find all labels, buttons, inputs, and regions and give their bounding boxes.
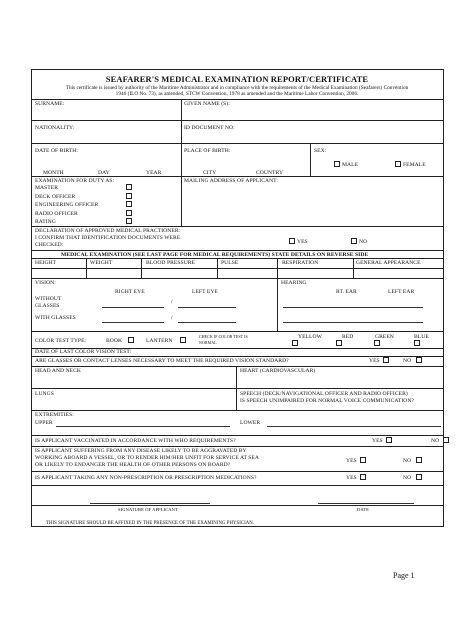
book-checkbox[interactable] [128, 337, 134, 343]
documents-checked-no-label: NO [359, 239, 368, 245]
rule [86, 258, 87, 278]
rule [31, 471, 444, 472]
rule [31, 410, 444, 411]
lungs-label: LUNGS [35, 391, 54, 397]
declaration-heading: DECLARATION OF APPROVED MEDICAL PRACTIONER: [35, 228, 181, 234]
rule [31, 388, 444, 389]
general-appearance-label: GENERAL APPEARANCE [356, 260, 421, 266]
vaccinated-yes-label: YES [372, 438, 383, 444]
yellow-checkbox[interactable] [292, 340, 298, 346]
pulse-label: PULSE [221, 260, 239, 266]
rule [31, 226, 444, 227]
rule [31, 143, 444, 144]
duty-option-deck-officer: DECK OFFICER [35, 194, 76, 200]
signature-date-field[interactable] [318, 503, 414, 504]
rule [31, 366, 444, 367]
rule [310, 143, 311, 176]
lower-label: LOWER [240, 420, 261, 426]
signature-field[interactable] [90, 503, 210, 504]
last-color-test-label: DATE OF LAST COLOR VISION TEST: [35, 349, 132, 355]
rule [31, 268, 444, 269]
rule [31, 258, 444, 259]
mailing-address-label: MAILING ADDRESS OF APPLICANT: [184, 178, 278, 184]
rule [31, 278, 444, 279]
vision-label: VISION: [35, 280, 56, 286]
color-red-label: RED [342, 334, 354, 340]
left-eye-without-field[interactable] [178, 307, 236, 308]
disease-question-line-2: WORKING ABOARD A VESSEL, OR TO RENDER HIM/HER UNFIT FOR SERVICE AT SEA [35, 455, 259, 461]
medications-yes-checkbox[interactable] [360, 474, 366, 480]
declaration-line-2: CHECKED: [35, 242, 64, 248]
right-eye-without-field[interactable] [102, 307, 164, 308]
blue-checkbox[interactable] [414, 340, 420, 346]
lantern-label: LANTERN [146, 338, 173, 344]
disease-yes-label: YES [346, 458, 357, 464]
signature-label: SIGNATURE OF APPLICANT [118, 507, 178, 512]
given-names-label: GIVEN NAME (S): [184, 101, 230, 107]
color-yellow-label: YELLOW [298, 334, 322, 340]
deck-officer-checkbox[interactable] [126, 193, 132, 199]
medications-no-label: NO [403, 475, 412, 481]
rule [31, 176, 444, 177]
respiration-label: RESPIRATION [282, 260, 319, 266]
documents-checked-yes-checkbox[interactable] [289, 238, 295, 244]
rule [353, 258, 354, 278]
female-checkbox[interactable] [395, 161, 401, 167]
country-label: COUNTRY [256, 170, 284, 176]
rule [31, 331, 444, 332]
extremities-label: EXTREMITIES: [35, 412, 74, 418]
upper-extremities-field[interactable] [56, 426, 230, 427]
master-checkbox[interactable] [126, 184, 132, 190]
medical-exam-heading: MEDICAL EXAMINATION (SEE LAST PAGE FOR MEDICAL REQUIREMENTS) STATE DETAILS ON REVERSE SIDE [61, 252, 369, 258]
rule [31, 435, 444, 436]
rule [277, 278, 278, 331]
year-label: YEAR [146, 170, 162, 176]
without-label: WITHOUT [35, 296, 62, 302]
documents-checked-yes-label: YES [297, 239, 308, 245]
date-of-birth-label: DATE OF BIRTH: [35, 148, 78, 154]
male-label: MALE [342, 162, 359, 168]
right-eye-with-field[interactable] [102, 322, 164, 323]
color-blue-label: BLUE [414, 334, 429, 340]
lower-extremities-field[interactable] [267, 426, 441, 427]
color-green-label: GREEN [375, 334, 394, 340]
duty-option-radio-officer: RADIO OFFICER [35, 211, 78, 217]
medications-no-checkbox[interactable] [416, 474, 422, 480]
speech-label: SPEECH (DECK/NAVIGATIONAL OFFICER AND RADIO OFFICER) [240, 391, 408, 397]
rule [31, 120, 444, 121]
intro-line-2: 1946 (ILO No. 73), as amended, STCW Convention, 1978 as amended and the Maritime Labor Convention, 2006. [115, 91, 359, 97]
slash-separator: / [171, 299, 173, 305]
heart-label: HEART (CARDIOVASCULAR) [240, 368, 316, 374]
right-eye-label: RIGHT EYE [115, 289, 145, 295]
green-checkbox[interactable] [374, 340, 380, 346]
hearing-field-1[interactable] [283, 307, 423, 308]
surname-label: SURNAME: [35, 101, 65, 107]
form-title: SEAFARER'S MEDICAL EXAMINATION REPORT/CERTIFICATE [105, 74, 369, 84]
glasses-label: GLASSES [35, 303, 60, 309]
disease-no-label: NO [403, 458, 412, 464]
rule [277, 258, 278, 278]
signature-date-label: DATE [357, 507, 369, 512]
glasses-yes-checkbox[interactable] [383, 357, 389, 363]
disease-question-line-3: OR LIKELY TO ENDANGER THE HEALTH OF OTHER PERSONS ON BOARD? [35, 462, 231, 468]
hearing-label: HEARING [281, 280, 307, 286]
head-neck-label: HEAD AND NECK [35, 368, 82, 374]
rule [31, 505, 444, 506]
glasses-yes-label: YES [369, 358, 380, 364]
medications-yes-label: YES [346, 475, 357, 481]
declaration-line-1: I CONFIRM THAT IDENTIFICATION DOCUMENTS WERE [35, 235, 181, 241]
duty-heading: EXAMINATION FOR DUTY AS: [35, 178, 115, 184]
vaccinated-no-checkbox[interactable] [443, 437, 449, 443]
blood-pressure-label: BLOOD PRESSURE [146, 260, 196, 266]
upper-label: UPPER [35, 420, 53, 426]
left-eye-with-field[interactable] [178, 322, 236, 323]
disease-no-checkbox[interactable] [416, 457, 422, 463]
female-label: FEMALE [403, 162, 426, 168]
normal-label: NORMAL [199, 340, 217, 345]
radio-officer-checkbox[interactable] [126, 210, 132, 216]
duty-option-engineering-officer: ENGINEERING OFFICER [35, 202, 99, 208]
signature-note: THIS SIGNATURE SHOULD BE AFFIXED IN THE PRESENCE OF THE EXAMINING PHYSICIAN. [46, 521, 255, 526]
day-label: DAY [98, 170, 110, 176]
duty-option-rating: RATING [35, 219, 56, 225]
documents-checked-no-checkbox[interactable] [351, 238, 357, 244]
nationality-label: NATIONALITY: [35, 125, 75, 131]
place-of-birth-label: PLACE OF BIRTH: [184, 148, 231, 154]
medications-question: IS APPLICANT TAKING ANY NON-PRESCRIPTION OR PRESCRIPTION MEDICATIONS? [35, 475, 257, 481]
engineering-officer-checkbox[interactable] [126, 201, 132, 207]
left-eye-label: LEFT EYE [192, 289, 218, 295]
rule [31, 446, 444, 447]
rule [31, 485, 444, 486]
disease-yes-checkbox[interactable] [360, 457, 366, 463]
hearing-field-2[interactable] [283, 322, 423, 323]
id-document-label: ID DOCUMENT NO: [184, 125, 235, 131]
rule [141, 258, 142, 278]
left-ear-label: LEFT EAR [388, 289, 415, 295]
intro-line-1: This certificate is issued by authority of the Maritime Administrator and in compliance with the requirements of the Medical Examination (Seafarers) Convention [65, 85, 409, 91]
male-checkbox[interactable] [334, 161, 340, 167]
rule [31, 99, 444, 100]
lantern-checkbox[interactable] [180, 337, 186, 343]
color-test-label: COLOR TEST TYPE: [35, 338, 87, 344]
glasses-no-label: NO [403, 358, 412, 364]
rule [236, 366, 237, 410]
rating-checkbox[interactable] [126, 218, 132, 224]
with-glasses-label: WITH GLASSES [35, 315, 76, 321]
month-label: MONTH [43, 170, 64, 176]
vaccinated-question: IS APPLICANT VACCINATED IN ACCORDANCE WITH WHO REQUIREMENTS? [35, 438, 236, 444]
disease-question-line-1: IS APPLICANT SUFFERING FROM ANY DISEASE LIKELY TO BE AGGRAVATED BY [35, 448, 247, 454]
vaccinated-no-label: NO [431, 438, 440, 444]
rt-ear-label: RT. EAR [336, 289, 357, 295]
slash-separator: / [171, 315, 173, 321]
rule [181, 99, 182, 226]
height-label: HEIGHT [35, 260, 57, 266]
city-label: CITY [203, 170, 217, 176]
book-label: BOOK [106, 338, 123, 344]
page-number: Page 1 [393, 571, 415, 580]
speech-question: IS SPEECH UNIMPAIRED FOR NORMAL VOICE COMMUNICATION? [240, 398, 414, 404]
rule [217, 258, 218, 278]
duty-option-master: MASTER [35, 185, 58, 191]
glasses-question: ARE GLASSES OR CONTACT LENSES NECESSARY TO MEET THE REQUIRED VISION STANDARD? [35, 358, 289, 364]
vaccinated-yes-checkbox[interactable] [386, 437, 392, 443]
check-if-normal-label: CHECK IF COLOR TEST IS [199, 334, 248, 339]
sex-label: SEX: [314, 148, 327, 154]
red-checkbox[interactable] [336, 340, 342, 346]
glasses-no-checkbox[interactable] [416, 357, 422, 363]
rule [31, 250, 444, 251]
weight-label: WEIGHT [90, 260, 113, 266]
